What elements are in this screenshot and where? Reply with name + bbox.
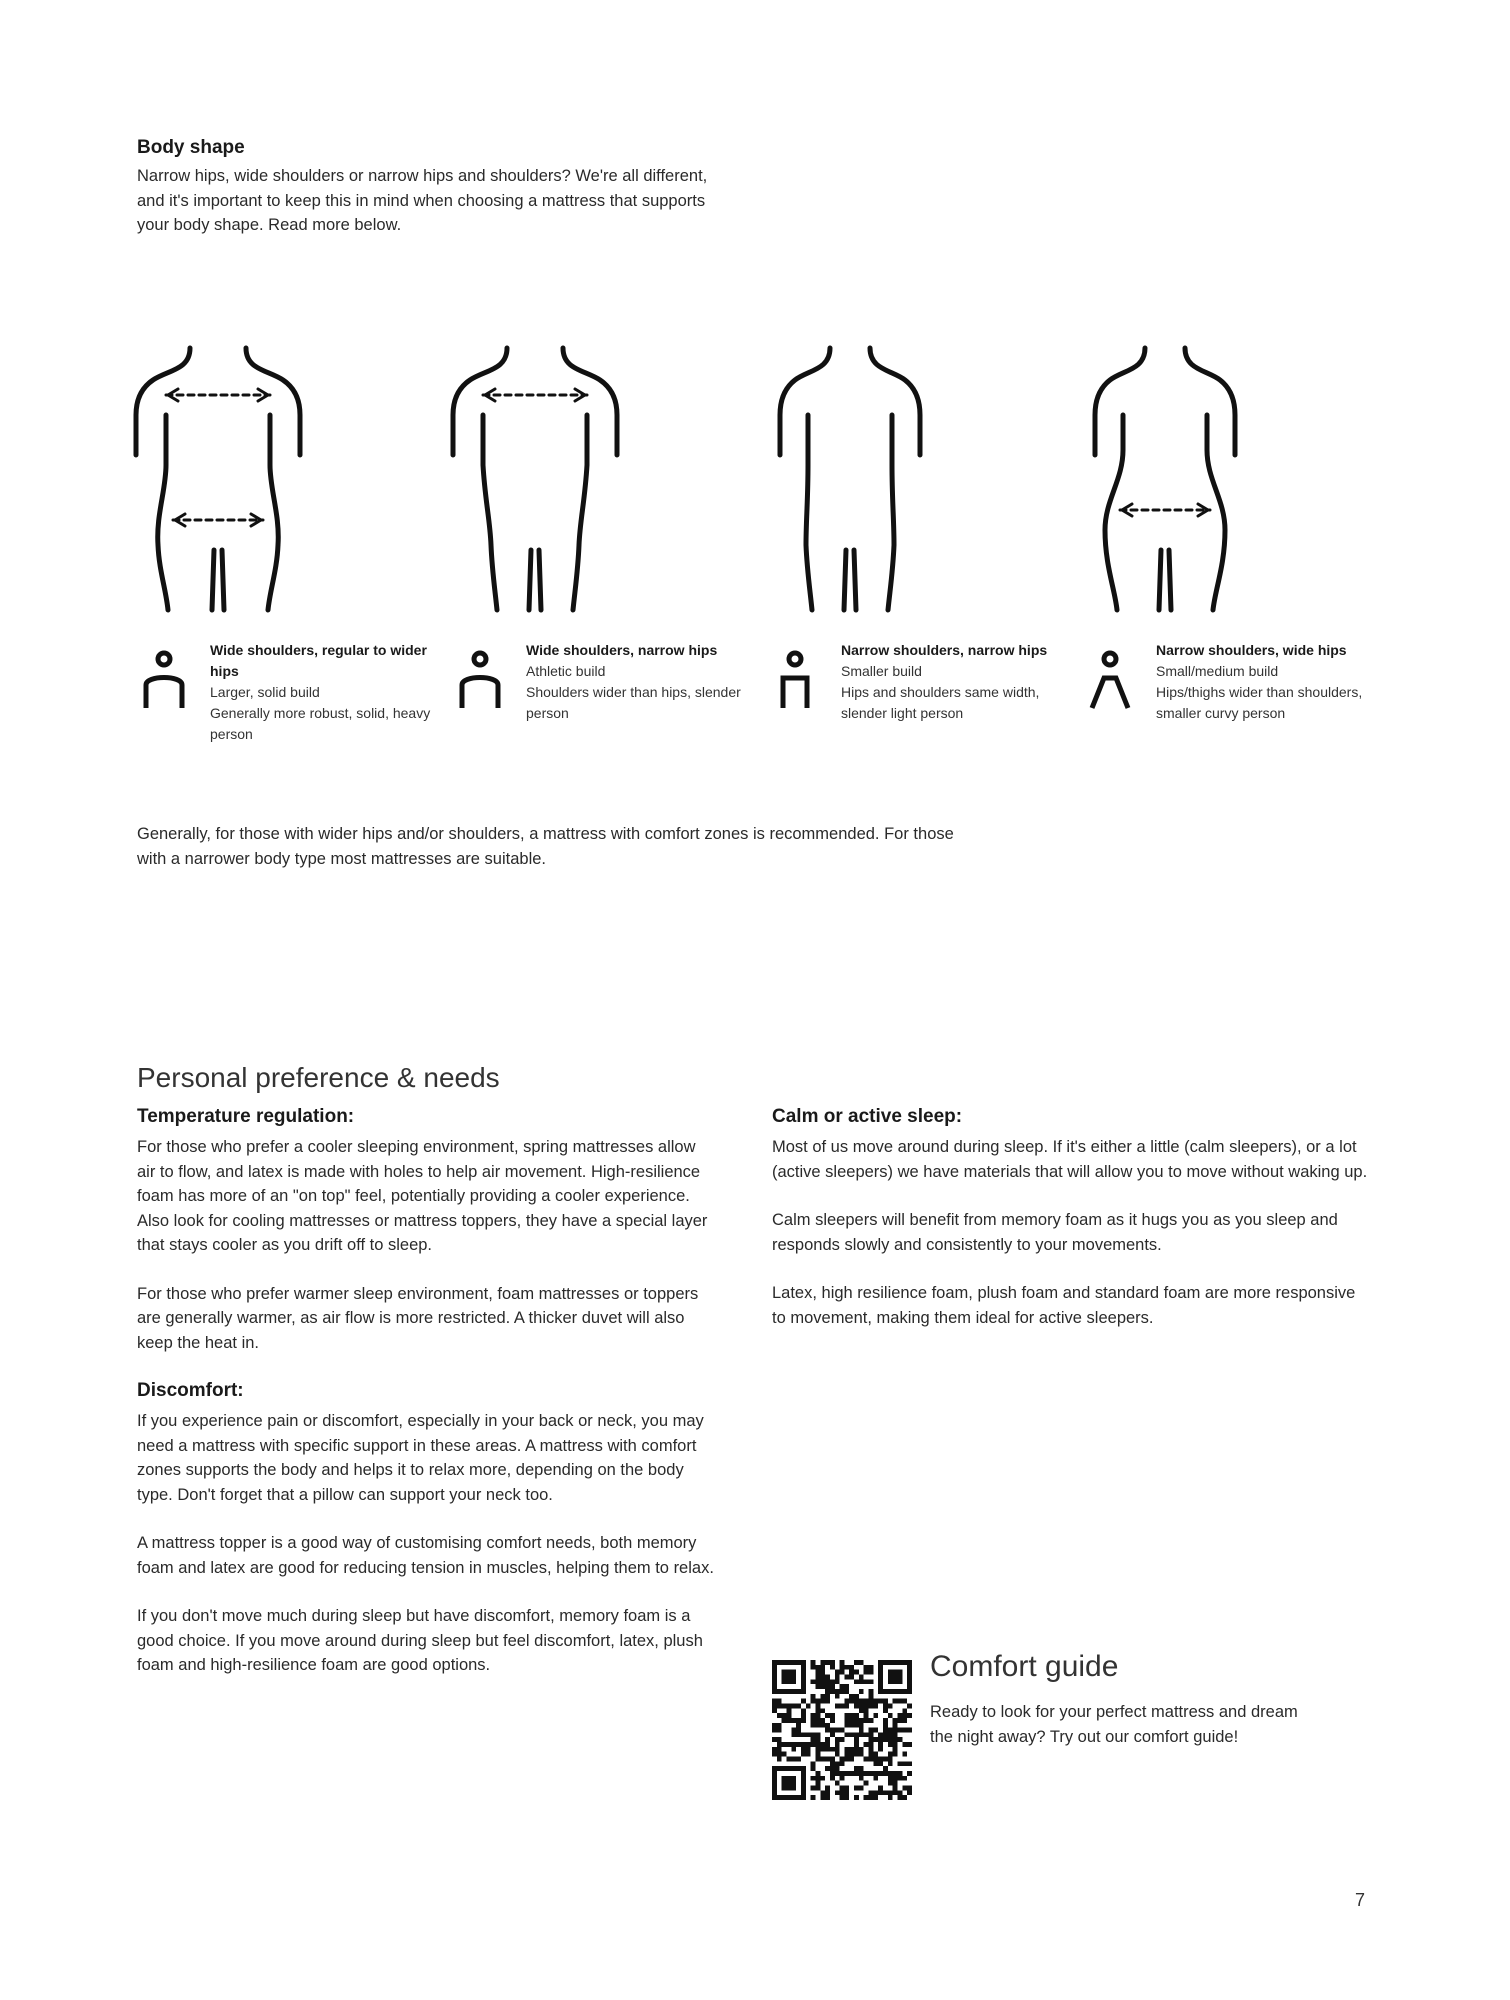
temperature-p1: For those who prefer a cooler sleeping environment, spring mattresses allow air to flow, and latex is made with holes to help air movement. High-resilience foam has more of an "on top" feel, potentially providing a cooler experience. Also look for cooling mattresses or mattress toppers, they have a special layer that stays cooler as you drift off to sleep.	[137, 1138, 708, 1254]
discomfort-p3: If you don't move much during sleep but have discomfort, memory foam is a good choice. If you move around during sleep but feel discomfort, latex, plush foam and high-resilience foam are good options.	[137, 1607, 703, 1674]
calm-active-p2: Calm sleepers will benefit from memory foam as it hugs you as you sleep and responds slowly and consistently to your movements.	[772, 1211, 1338, 1254]
body-type-legend-2	[458, 640, 758, 770]
figure-wide-shoulders-narrow-hips	[445, 340, 625, 615]
person-icon	[773, 650, 817, 710]
calm-active-p1: Most of us move around during sleep. If it's either a little (calm sleepers), or a lot (active sleepers) we have materials that will allow you to move without waking up.	[772, 1138, 1368, 1181]
section-title: Personal preference & needs	[137, 1062, 500, 1093]
intro-block	[137, 136, 737, 238]
figure-narrow-shoulders-wide-hips	[1075, 340, 1255, 615]
figure-wide-shoulders-wide-hips	[128, 340, 308, 615]
body-shape-heading: Body shape	[137, 137, 245, 158]
body-type-title: Wide shoulders, regular to wider hips	[210, 642, 427, 679]
person-icon	[1088, 650, 1132, 710]
temperature-heading: Temperature regulation:	[137, 1106, 355, 1127]
qr-code[interactable]	[772, 1660, 912, 1800]
body-type-legend-1	[142, 640, 442, 770]
page-number: 7	[1355, 1890, 1366, 1910]
left-column	[137, 1105, 717, 1702]
discomfort-p1: If you experience pain or discomfort, especially in your back or neck, you may need a mattress with specific support in these areas. A mattress with comfort zones supports the body and helps it to relax more, depending on the body type. Don't forget that a pillow can support your neck too.	[137, 1412, 704, 1504]
person-icon	[458, 650, 502, 710]
figure-narrow-shoulders-narrow-hips	[760, 340, 940, 615]
body-type-build: Athletic build	[526, 663, 606, 679]
right-column	[772, 1105, 1372, 1354]
body-type-build: Small/medium build	[1156, 663, 1279, 679]
calm-active-heading: Calm or active sleep:	[772, 1106, 963, 1127]
body-type-build: Smaller build	[841, 663, 922, 679]
body-type-title: Wide shoulders, narrow hips	[526, 642, 718, 658]
body-type-desc: Shoulders wider than hips, slender person	[526, 684, 741, 721]
body-type-title: Narrow shoulders, wide hips	[1156, 642, 1347, 658]
body-type-legend-4	[1088, 640, 1388, 770]
body-type-legend-3	[773, 640, 1073, 770]
body-type-desc: Hips/thighs wider than shoulders, smaller curvy person	[1156, 684, 1363, 721]
comfort-guide-text: Ready to look for your perfect mattress and dream the night away? Try out our comfort guide!	[930, 1703, 1298, 1746]
temperature-p2: For those who prefer warmer sleep environment, foam mattresses or toppers are generally warmer, as air flow is more restricted. A thicker duvet will also keep the heat in.	[137, 1284, 699, 1352]
person-icon	[142, 650, 186, 710]
body-type-build: Larger, solid build	[210, 684, 320, 700]
discomfort-heading: Discomfort:	[137, 1380, 244, 1401]
discomfort-p2: A mattress topper is a good way of customising comfort needs, both memory foam and latex are good for reducing tension in muscles, helping them to relax.	[137, 1534, 714, 1577]
intro-text: Narrow hips, wide shoulders or narrow hips and shoulders? We're all different, and it's important to keep this in mind when choosing a mattress that supports your body shape. Read more below.	[137, 167, 708, 234]
body-type-title: Narrow shoulders, narrow hips	[841, 642, 1048, 658]
general-note: Generally, for those with wider hips and/or shoulders, a mattress with comfort zones is recommended. For those with a narrower body type most mattresses are suitable.	[137, 825, 954, 868]
body-type-desc: Generally more robust, solid, heavy person	[210, 705, 431, 742]
body-type-desc: Hips and shoulders same width, slender light person	[841, 684, 1040, 721]
comfort-guide-title: Comfort guide	[930, 1650, 1119, 1683]
calm-active-p3: Latex, high resilience foam, plush foam and standard foam are more responsive to movement, making them ideal for active sleepers.	[772, 1284, 1356, 1327]
